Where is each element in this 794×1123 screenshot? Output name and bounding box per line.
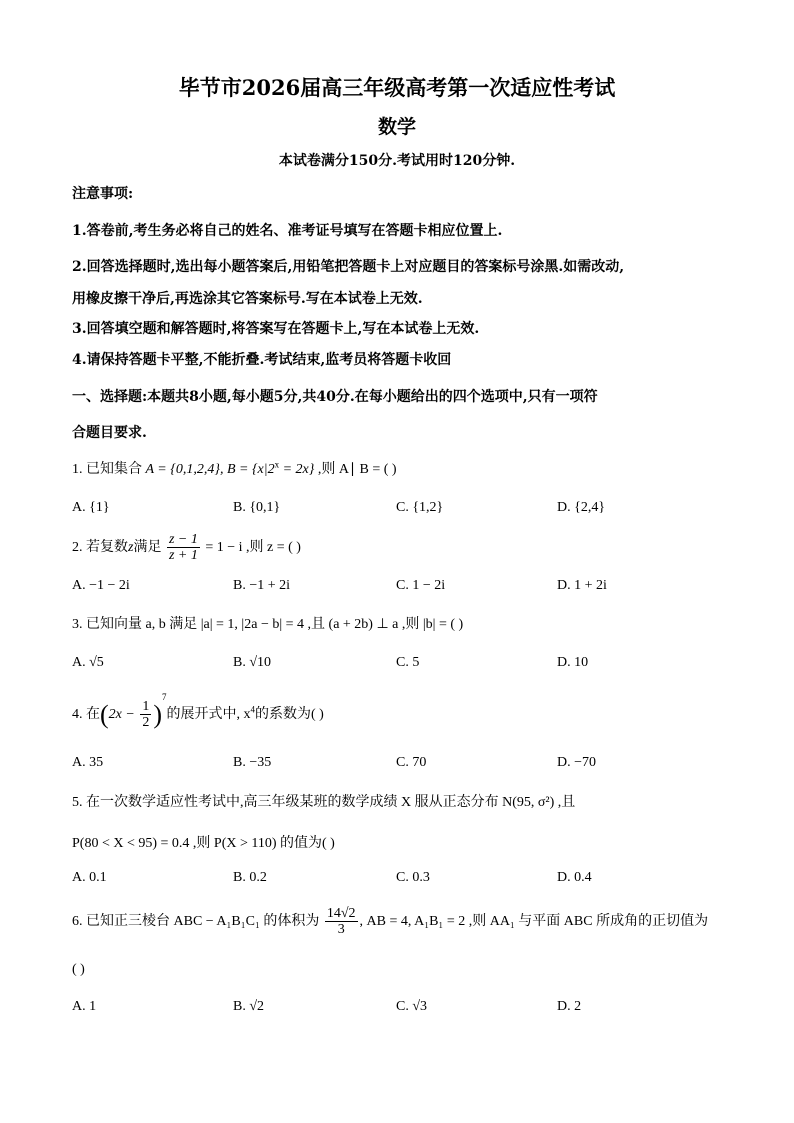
q1-exp: x <box>274 459 280 470</box>
q6-option-c: C. √3 <box>396 999 428 1014</box>
q1-suffix: ,则 A∣ B = ( ) <box>317 462 397 477</box>
q2-rhs: = 1 − i ,则 z = ( ) <box>205 540 301 556</box>
exam-info: 本试卷满分150分.考试用时120分钟. <box>278 153 516 169</box>
q4-option-a: A. 35 <box>72 755 104 770</box>
q4-fraction <box>140 699 151 731</box>
notes-heading: 注意事项: <box>72 186 134 202</box>
q5-option-b: B. 0.2 <box>233 870 267 885</box>
question-2 <box>72 532 301 564</box>
q1-option-b: B. {0,1} <box>233 500 281 515</box>
question-3: 3. 已知向量 a, b 满足 |a| = 1, |2a − b| = 4 ,且 (a + 2b) ⊥ a ,则 |b| = ( ) <box>72 617 464 632</box>
exam-title: 毕节市2026届高三年级高考第一次适应性考试 <box>178 75 616 100</box>
q1-set-b: = 2x} <box>279 462 315 477</box>
q1-prefix: 1. 已知集合 <box>72 462 142 477</box>
section1-line2: 合题目要求. <box>72 425 147 441</box>
q4-inner: 2x − <box>108 707 135 722</box>
q1-option-a: A. {1} <box>72 500 110 515</box>
q1-option-d: D. {2,4} <box>557 500 606 515</box>
q3-option-b: B. √10 <box>233 655 272 670</box>
note-item-3: 3.回答填空题和解答题时,将答案写在答题卡上,写在本试卷上无效. <box>72 321 480 337</box>
q6-suffix: , AB = 4, A₁B₁ = 2 ,则 AA₁ 与平面 ABC 所成角的正切值为 <box>359 914 709 930</box>
q3-option-d: D. 10 <box>557 655 589 670</box>
q2-prefix: 2. 若复数 <box>72 540 128 556</box>
q4-suffix: 的系数为( ) <box>255 707 324 722</box>
note-item-4: 4.请保持答题卡平整,不能折叠.考试结束,监考员将答题卡收回 <box>72 352 452 368</box>
q4-option-c: C. 70 <box>396 755 427 770</box>
question-5-line-2: P(80 < X < 95) = 0.4 ,则 P(X > 110) 的值为( ) <box>72 836 335 851</box>
q6-fraction <box>325 906 358 938</box>
q5-option-a: A. 0.1 <box>72 870 107 885</box>
q2-numerator: z − 1 <box>168 532 198 547</box>
q5-option-d: D. 0.4 <box>557 870 592 885</box>
q6-option-b: B. √2 <box>233 999 265 1014</box>
question-1 <box>72 458 397 478</box>
question-5-line-1: 5. 在一次数学适应性考试中,高三年级某班的数学成绩 X 服从正态分布 N(95, σ²) ,且 <box>72 795 576 810</box>
note-item-1: 1.答卷前,考生务必将自己的姓名、准考证号填写在答题卡相应位置上. <box>72 223 503 239</box>
q4-option-b: B. −35 <box>233 755 272 770</box>
q3-option-a: A. √5 <box>72 655 104 670</box>
q2-option-c: C. 1 − 2i <box>396 578 446 593</box>
q6-numerator: 14√2 <box>326 906 356 921</box>
q6-option-d: D. 2 <box>557 999 582 1014</box>
q5-option-c: C. 0.3 <box>396 870 430 885</box>
q1-set-a: A = {0,1,2,4}, B = {x|2 <box>145 462 275 477</box>
question-4 <box>72 692 324 731</box>
exam-subject: 数学 <box>377 116 416 138</box>
q2-option-b: B. −1 + 2i <box>233 578 291 593</box>
q3-option-c: C. 5 <box>396 655 420 670</box>
q6-option-a: A. 1 <box>72 999 97 1014</box>
note-item-2a: 2.回答选择题时,选出每小题答案后,用铅笔把答题卡上对应题目的答案标号涂黑.如需改动, <box>72 259 625 275</box>
q4-numerator: 1 <box>142 698 150 714</box>
q4-option-d: D. −70 <box>557 755 597 770</box>
question-6-line-2: ( ) <box>72 962 85 977</box>
note-item-2b: 用橡皮擦干净后,再选涂其它答案标号.写在本试卷上无效. <box>72 291 423 307</box>
q2-denominator: z + 1 <box>168 548 198 564</box>
q4-mid: 的展开式中, x <box>166 707 251 722</box>
q2-mid: 满足 <box>133 540 162 556</box>
q2-fraction <box>167 532 200 564</box>
q6-prefix: 6. 已知正三棱台 ABC − A₁B₁C₁ 的体积为 <box>72 914 320 930</box>
question-6 <box>72 906 708 938</box>
q4-prefix: 4. 在 <box>72 707 100 722</box>
q2-option-d: D. 1 + 2i <box>557 578 607 593</box>
q2-var: z <box>128 540 134 556</box>
q4-paren-open: ( <box>100 699 109 729</box>
q6-denominator: 3 <box>337 922 345 938</box>
section1-line1: 一、选择题:本题共8小题,每小题5分,共40分.在每小题给出的四个选项中,只有一项符 <box>72 389 598 405</box>
q4-xpow: 4 <box>250 704 256 715</box>
q4-power: 7 <box>162 692 167 702</box>
q4-paren-close: ) <box>153 699 163 729</box>
q1-option-c: C. {1,2} <box>396 500 444 515</box>
q4-denominator: 2 <box>142 715 150 731</box>
q2-option-a: A. −1 − 2i <box>72 578 130 593</box>
